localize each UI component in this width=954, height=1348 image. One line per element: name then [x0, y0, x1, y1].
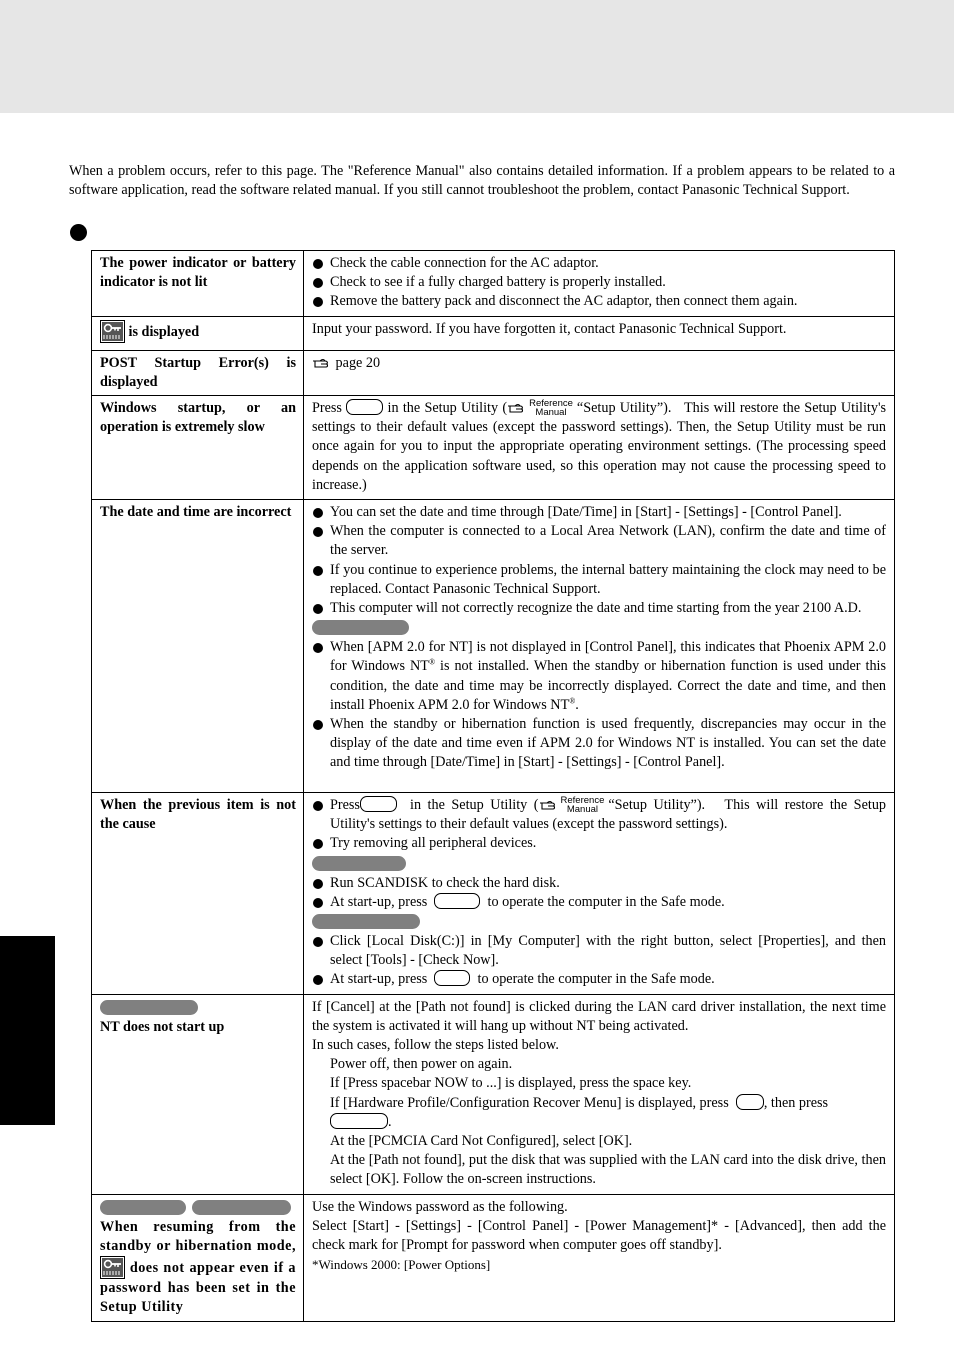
- list-item: Try removing all peripheral devices.: [312, 834, 886, 853]
- problem-label: The date and time are incorrect: [92, 500, 304, 793]
- paragraph: Select [Start] - [Settings] - [Control Panel] - [Power Management]* - [Advanced], then add the check mark for [Prompt for password when computer goes off standby].: [312, 1217, 886, 1254]
- list-item: Run SCANDISK to check the hard disk.: [312, 874, 886, 893]
- intro-paragraph: When a problem occurs, refer to this page. The "Reference Manual" also contains detailed information. If a problem appears to be related to a software application, read the software related manual. If you still cannot troubleshoot the problem, contact Panasonic Technical Support.: [69, 163, 895, 198]
- list-item: When the standby or hibernation function is used frequently, discrepancies may occur in the display of the date and time even if APM 2.0 for Windows NT is installed. You can set the date and time through [Date/Time] in [Start] - [Settings] - [Control Panel].: [312, 715, 886, 773]
- solution-cell: [304, 1194, 895, 1321]
- keyboard-key-icon: [736, 1094, 764, 1110]
- reference-manual-icon: [529, 399, 573, 417]
- header-band: [0, 0, 954, 113]
- text-setup: in the Setup Utility (: [387, 400, 508, 417]
- table-row: [92, 396, 895, 500]
- table-row: [92, 1194, 895, 1321]
- list-item: Click [Local Disk(C:)] in [My Computer] with the right button, select [Properties], and then select [Tools] - [Check Now].: [312, 932, 886, 970]
- keyboard-key-icon: [360, 796, 397, 812]
- keyboard-key-icon: [330, 1113, 388, 1129]
- step: At the [PCMCIA Card Not Configured], select [OK].: [330, 1133, 633, 1150]
- problem-label: [92, 994, 304, 1194]
- problem-label-text: is displayed: [128, 323, 200, 340]
- password-key-icon: [100, 1256, 125, 1279]
- problem-label: Windows startup, or an operation is extremely slow: [92, 396, 304, 500]
- solution-cell: [304, 994, 895, 1194]
- setup-reference: “Setup Utility”).: [576, 400, 672, 417]
- table-row: [92, 316, 895, 350]
- list-item: At start-up, press to operate the computer in the Safe mode.: [312, 970, 886, 989]
- solution-cell: Input your password. If you have forgotten it, contact Panasonic Technical Support.: [304, 316, 895, 350]
- step: At the [Path not found], put the disk that was supplied with the LAN card into the disk drive, then select [OK]. Follow the on-screen instructions.: [330, 1152, 886, 1188]
- list-item: When the computer is connected to a Local Area Network (LAN), confirm the date and time of the server.: [312, 522, 886, 560]
- paragraph: In such cases, follow the steps listed below.: [312, 1037, 559, 1054]
- os-tag-windows-nt: [100, 1200, 186, 1215]
- paragraph: If [Cancel] at the [Path not found] is clicked during the LAN card driver installation, the next time the system is activated it will hang up without NT being activated.: [312, 998, 886, 1034]
- paragraph: Use the Windows password as the following.: [312, 1198, 568, 1215]
- ref-line2: Manual: [535, 407, 567, 419]
- problem-label: POST Startup Error(s) is displayed: [92, 350, 304, 395]
- ref-line1: Reference: [529, 398, 573, 410]
- list-item: Press in the Setup Utility ( Reference Manual “Setup Utility”). This will restore the Setup Utility's settings to their default values (except the password settings).: [312, 796, 886, 834]
- side-section-tab: [0, 936, 55, 1125]
- list-item: If you continue to experience problems, the internal battery maintaining the clock may need to be replaced. Contact Panasonic Technical Support.: [312, 561, 886, 599]
- filled-circle-icon: [70, 224, 87, 241]
- solution-cell: [304, 500, 895, 793]
- table-row: [92, 500, 895, 793]
- problem-label: [92, 316, 304, 350]
- os-tag-windows-nt: [312, 620, 409, 635]
- reference-manual-icon: Reference Manual: [560, 795, 605, 816]
- list-item: At start-up, press to operate the computer in the Safe mode.: [312, 893, 886, 912]
- step: If [Press spacebar NOW to ...] is displayed, press the space key.: [330, 1075, 692, 1092]
- solution-text: This will restore the Setup Utility's settings to their default values (except the password settings). Then, the Setup Utility must be run once again for you to input the appropriate operating environment settings. (The processing speed depends on the application software used, so this operation may not cause the processing speed to increase.): [312, 400, 887, 493]
- password-key-icon: [100, 320, 125, 343]
- text-press: Press: [312, 400, 342, 417]
- problem-label: The power indicator or battery indicator is not lit: [92, 251, 304, 317]
- step: If [Hardware Profile/Configuration Recover Menu] is displayed, press , then press .: [330, 1094, 829, 1130]
- os-tag-windows-2000: [312, 914, 420, 929]
- table-row: [92, 251, 895, 317]
- pointing-hand-icon: [539, 798, 559, 811]
- problem-label: When the previous item is not the cause: [92, 793, 304, 995]
- page-reference: page 20: [335, 354, 381, 371]
- problem-label: When resuming from the standby or hibernation mode, does not appear even if a password has been set in the Setup Utility: [92, 1194, 304, 1321]
- list-item: When [APM 2.0 for NT] is not displayed in [Control Panel], this indicates that Phoenix APM 2.0 for Windows NT® is not installed. When the standby or hibernation function is used under this condition, the date and time may be incorrectly displayed. Correct the date and time, and then install Phoenix APM 2.0 for Windows NT®.: [312, 638, 886, 715]
- keyboard-key-icon: [434, 893, 480, 909]
- keyboard-key-icon: [346, 399, 383, 415]
- keyboard-key-icon: [434, 970, 470, 986]
- os-tag-windows-nt: [100, 1000, 198, 1015]
- pointing-hand-icon: [312, 356, 332, 369]
- pointing-hand-icon: [507, 401, 527, 414]
- os-tag-windows-2000: [192, 1200, 291, 1215]
- table-row: [92, 994, 895, 1194]
- table-row: [92, 793, 895, 995]
- step: Power off, then power on again.: [330, 1056, 513, 1073]
- list-item: Check to see if a fully charged battery is properly installed.: [312, 273, 886, 292]
- os-tag-windows-nt: [312, 856, 406, 871]
- os-tags: [100, 1200, 296, 1215]
- list-item: This computer will not correctly recognize the date and time starting from the year 2100 A.D.: [312, 599, 886, 618]
- footnote: *Windows 2000: [Power Options]: [312, 1257, 491, 1273]
- solution-cell: [304, 396, 895, 500]
- list-item: You can set the date and time through [Date/Time] in [Start] - [Settings] - [Control Panel].: [312, 503, 886, 522]
- solution-cell: [304, 793, 895, 995]
- solution-cell: [304, 350, 895, 395]
- list-item: Check the cable connection for the AC adaptor.: [312, 254, 886, 273]
- table-row: [92, 350, 895, 395]
- troubleshooting-table: [91, 250, 895, 1322]
- list-item: Remove the battery pack and disconnect the AC adaptor, then connect them again.: [312, 292, 886, 311]
- solution-cell: [304, 251, 895, 317]
- problem-label-text: NT does not start up: [100, 1018, 225, 1035]
